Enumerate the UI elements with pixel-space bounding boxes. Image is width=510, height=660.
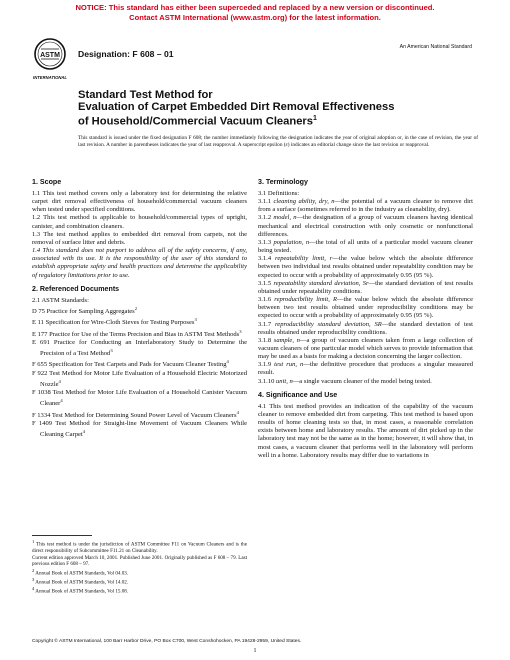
left-column: [32, 178, 247, 444]
ref-item-text: F 1038 Test Method for Motor Life Evaluation of a Household Canister Vacuum Cleaner: [32, 389, 247, 408]
logo-letters: ASTM: [40, 52, 60, 59]
definition-item: [258, 280, 473, 296]
scope-para-1-4-text: 1.4 This standard does not purport to address all of the safety concerns, if any, associated with its use. It is the responsibility of the user of this standard to establish appropriate safety and health practices and determine the applicability of regulatory limitations prior to use.: [32, 247, 247, 279]
definition-item: [258, 337, 473, 361]
definition-term: reproducibility limit, R: [274, 296, 338, 304]
ref-item-text: D 75 Practice for Sampling Aggregates: [32, 308, 135, 316]
definition-text: —the total of all units of a particular model vacuum cleaner being tested.: [258, 238, 473, 255]
national-standard-label: An American National Standard: [399, 44, 472, 50]
ref-item-text: F 922 Test Method for Motor Life Evaluation of a Household Electric Motorized Nozzle: [32, 369, 247, 388]
scope-para-1-1: 1.1 This test method covers only a laboratory test for determining the relative carpet dirt removal effectiveness of household/commercial vacuum cleaners when tested under specified conditions.: [32, 190, 247, 214]
ref-footnote-mark: 3: [110, 348, 113, 354]
footnote-rule: [32, 535, 92, 536]
astm-logo: [32, 36, 68, 84]
notice-line-1: NOTICE: This standard has either been superceded and replaced by a new version or discontinued.: [75, 3, 435, 12]
definition-number: 3.1.10: [258, 377, 275, 385]
scope-para-1-2: 1.2 This test method is applicable to household/commercial types of upright, canister, and combination cleaners.: [32, 214, 247, 230]
scope-heading: 1. Scope: [32, 178, 62, 186]
significance-section: [258, 391, 473, 460]
standard-note-text: This standard is issued under the fixed designation F 608; the number immediately following the designation indicates the year of original adoption or, in the case of revision, the year of last revision. A number in parentheses indicates the year of last reapproval. A superscript epsilon (ε) indicates an editorial change since the last revision or reapproval.: [78, 135, 478, 148]
definition-text: —the standard deviation of test results obtained under reproducibility conditions.: [258, 320, 474, 336]
definition-term: unit, n: [276, 377, 293, 385]
footnote-mark: 2: [32, 567, 35, 573]
referenced-documents-section: [32, 285, 247, 440]
definition-item: [258, 296, 473, 320]
terminology-heading: 3. Terminology: [258, 178, 308, 186]
designation: Designation: F 608 – 01: [78, 49, 174, 59]
logo-wordmark: INTERNATIONAL: [33, 75, 67, 80]
definition-number: 3.1.5: [258, 279, 272, 287]
footnote: [32, 539, 247, 555]
refs-list: [32, 305, 247, 440]
definition-term: population, n: [273, 238, 310, 246]
ref-item: [32, 316, 247, 327]
definition-text: —the value below which the absolute difference between two test results obtained under reproducibility conditions may be expected to occur with a probability of approximately 0.95 (95 %).: [258, 296, 473, 320]
definition-text: —a single vacuum cleaner of the model being tested.: [292, 377, 432, 385]
ref-item: [32, 328, 247, 339]
definition-text: —the designation of a group of vacuum cleaners having identical mechanical and electrical construction with only cosmetic or nonfunctional differences.: [258, 214, 474, 238]
terminology-section: [258, 178, 473, 386]
ref-footnote-mark: 4: [58, 378, 61, 384]
definition-number: 3.1.7: [258, 320, 272, 328]
definition-item: [258, 361, 473, 377]
scope-para-1-3: 1.3 The test method applies to embedded dirt removal from carpets, not the removal of surface litter and debris.: [32, 230, 247, 246]
significance-heading: 4. Significance and Use: [258, 390, 338, 399]
definitions-subheading: 3.1 Definitions:: [258, 190, 300, 197]
definition-term: repeatability limit, r: [275, 255, 333, 263]
definition-number: 3.1.6: [258, 296, 272, 304]
definition-term: sample, n: [273, 336, 300, 344]
definition-number: 3.1.4: [258, 255, 272, 263]
definition-item: [258, 378, 473, 386]
footnote: [32, 555, 247, 568]
definition-text: —a group of vacuum cleaners taken from a large collection of vacuum cleaners of one particular model which serves to provide information that may be used as a basis for making a decision concerning the larger collection.: [258, 336, 473, 361]
ref-item-text: E 691 Practice for Conducting an Interlaboratory Study to Determine the Precision of a Test Method: [32, 338, 247, 358]
standard-note: [78, 135, 478, 149]
definition-item: [258, 239, 473, 255]
definition-item: [258, 321, 473, 337]
footnote-text: Annual Book of ASTM Standards, Vol 14.02.: [35, 579, 129, 586]
title-footnote-mark: 1: [313, 115, 317, 122]
refs-heading: 2. Referenced Documents: [32, 284, 120, 293]
scope-section: [32, 178, 247, 280]
footnote-text: Annual Book of ASTM Standards, Vol 04.03.: [35, 570, 129, 577]
definition-term: reproducibility standard deviation, SR: [275, 320, 382, 328]
scope-para-1-4: [32, 247, 247, 280]
refs-subheading: 2.1 ASTM Standards:: [32, 296, 89, 304]
definitions-list: [258, 198, 473, 386]
ref-item: [32, 358, 247, 369]
definition-text: —the standard deviation of test results obtained under repeatability conditions.: [258, 279, 473, 295]
footnote-mark: 3: [32, 576, 35, 582]
notice-line-2: Contact ASTM International (www.astm.org) for the latest information.: [129, 13, 381, 22]
definition-term: test run, n: [274, 361, 304, 369]
definition-term: cleaning ability, dry, n: [273, 198, 335, 206]
footnote-mark: 4: [32, 586, 35, 592]
footnote-mark: 1: [32, 539, 35, 544]
ref-item-text: F 655 Specification for Test Carpets and Pads for Vacuum Cleaner Testing: [32, 361, 227, 369]
ref-footnote-mark: 2: [134, 305, 138, 311]
significance-para-4-1: 4.1 This test method provides an indication of the capability of the vacuum cleaner to remove embedded dirt from carpeting. This test method is based upon results of home cleaning tests so that, in most cases, a reasonable correlation exists between home and laboratory results. The amount of dirt picked up in the laboratory test may not be the same as in the home; however, it will show that, in most cases, a vacuum cleaner that performs well in the laboratory will perform well in a home. Laboratory results may differ due to variations in: [258, 402, 473, 459]
definition-number: 3.1.9: [258, 361, 272, 369]
ref-item-text: F 1334 Test Method for Determining Sound Power Level of Vacuum Cleaners: [32, 411, 237, 419]
definition-item: [258, 255, 473, 279]
ref-item: [32, 420, 247, 439]
definition-number: 3.1.1: [258, 198, 272, 206]
footnote-text: Current edition approved March 10, 2001. Published June 2001. Originally published as F 608 – 79. Last previous edition F 608 – 97.: [32, 554, 247, 568]
ref-footnote-mark: 4: [60, 398, 63, 404]
footnotes: [32, 539, 247, 595]
ref-item: [32, 370, 247, 389]
ref-item: [32, 389, 247, 408]
title-line-3-text: of Household/Commercial Vacuum Cleaners: [78, 115, 314, 128]
definition-number: 3.1.3: [258, 238, 272, 246]
right-column: [258, 178, 473, 465]
title-line-2: Evaluation of Carpet Embedded Dirt Removal Effectiveness: [78, 101, 395, 113]
definition-text: —the value below which the absolute difference between two individual test results obtained under repeatability condition may be expected to occur with a probability of approximately 0.95 (95 %).: [258, 255, 473, 279]
ref-item: [32, 305, 247, 316]
ref-footnote-mark: 4: [82, 429, 86, 435]
title-line-3: [78, 113, 478, 128]
definition-number: 3.1.8: [258, 336, 272, 344]
definition-item: [258, 214, 473, 238]
definition-number: 3.1.2: [258, 214, 272, 222]
definition-text: —the potential of a vacuum cleaner to remove dirt from a surface (sometimes referred to in the industry as cleanability, dry).: [258, 198, 473, 214]
footnote-text: This test method is under the jurisdiction of ASTM Committee F11 on Vacuum Cleaners and is the direct responsibility of Subcommittee F11.21 on Cleanability.: [32, 541, 247, 555]
definition-term: repeatability standard deviation, Sr: [273, 279, 369, 287]
page-number: 1: [253, 648, 257, 654]
definition-term: model, n: [273, 214, 297, 222]
ref-footnote-mark: 4: [226, 359, 229, 365]
ref-footnote-mark: 3: [239, 328, 242, 334]
ref-item: [32, 409, 247, 420]
copyright-line: Copyright © ASTM International, 100 Barr Harbor Drive, PO Box C700, West Conshohocken, PA 19428-2959, United States.: [32, 639, 302, 644]
definition-text: —the definitive procedure that produces a singular measured result.: [258, 361, 474, 377]
ref-footnote-mark: 3: [194, 317, 197, 323]
footnote: [32, 586, 247, 595]
title-line-1: Standard Test Method for: [78, 89, 213, 101]
ref-item-text: E 177 Practice for Use of the Terms Precision and Bias in ASTM Test Methods: [32, 330, 240, 338]
ref-item-text: E 11 Specification for Wire-Cloth Sieves for Testing Purposes: [32, 319, 195, 327]
ref-item-text: F 1409 Test Method for Straight-line Movement of Vacuum Cleaners While Cleaning Carpet: [32, 419, 247, 439]
footnote: [32, 577, 247, 586]
document-title: [78, 89, 478, 128]
definition-item: [258, 198, 473, 214]
ref-footnote-mark: 4: [236, 409, 239, 415]
ref-item: [32, 339, 247, 358]
footnote-text: Annual Book of ASTM Standards, Vol 15.08.: [35, 588, 129, 595]
supersede-notice: [0, 3, 510, 23]
footnote: [32, 568, 247, 577]
